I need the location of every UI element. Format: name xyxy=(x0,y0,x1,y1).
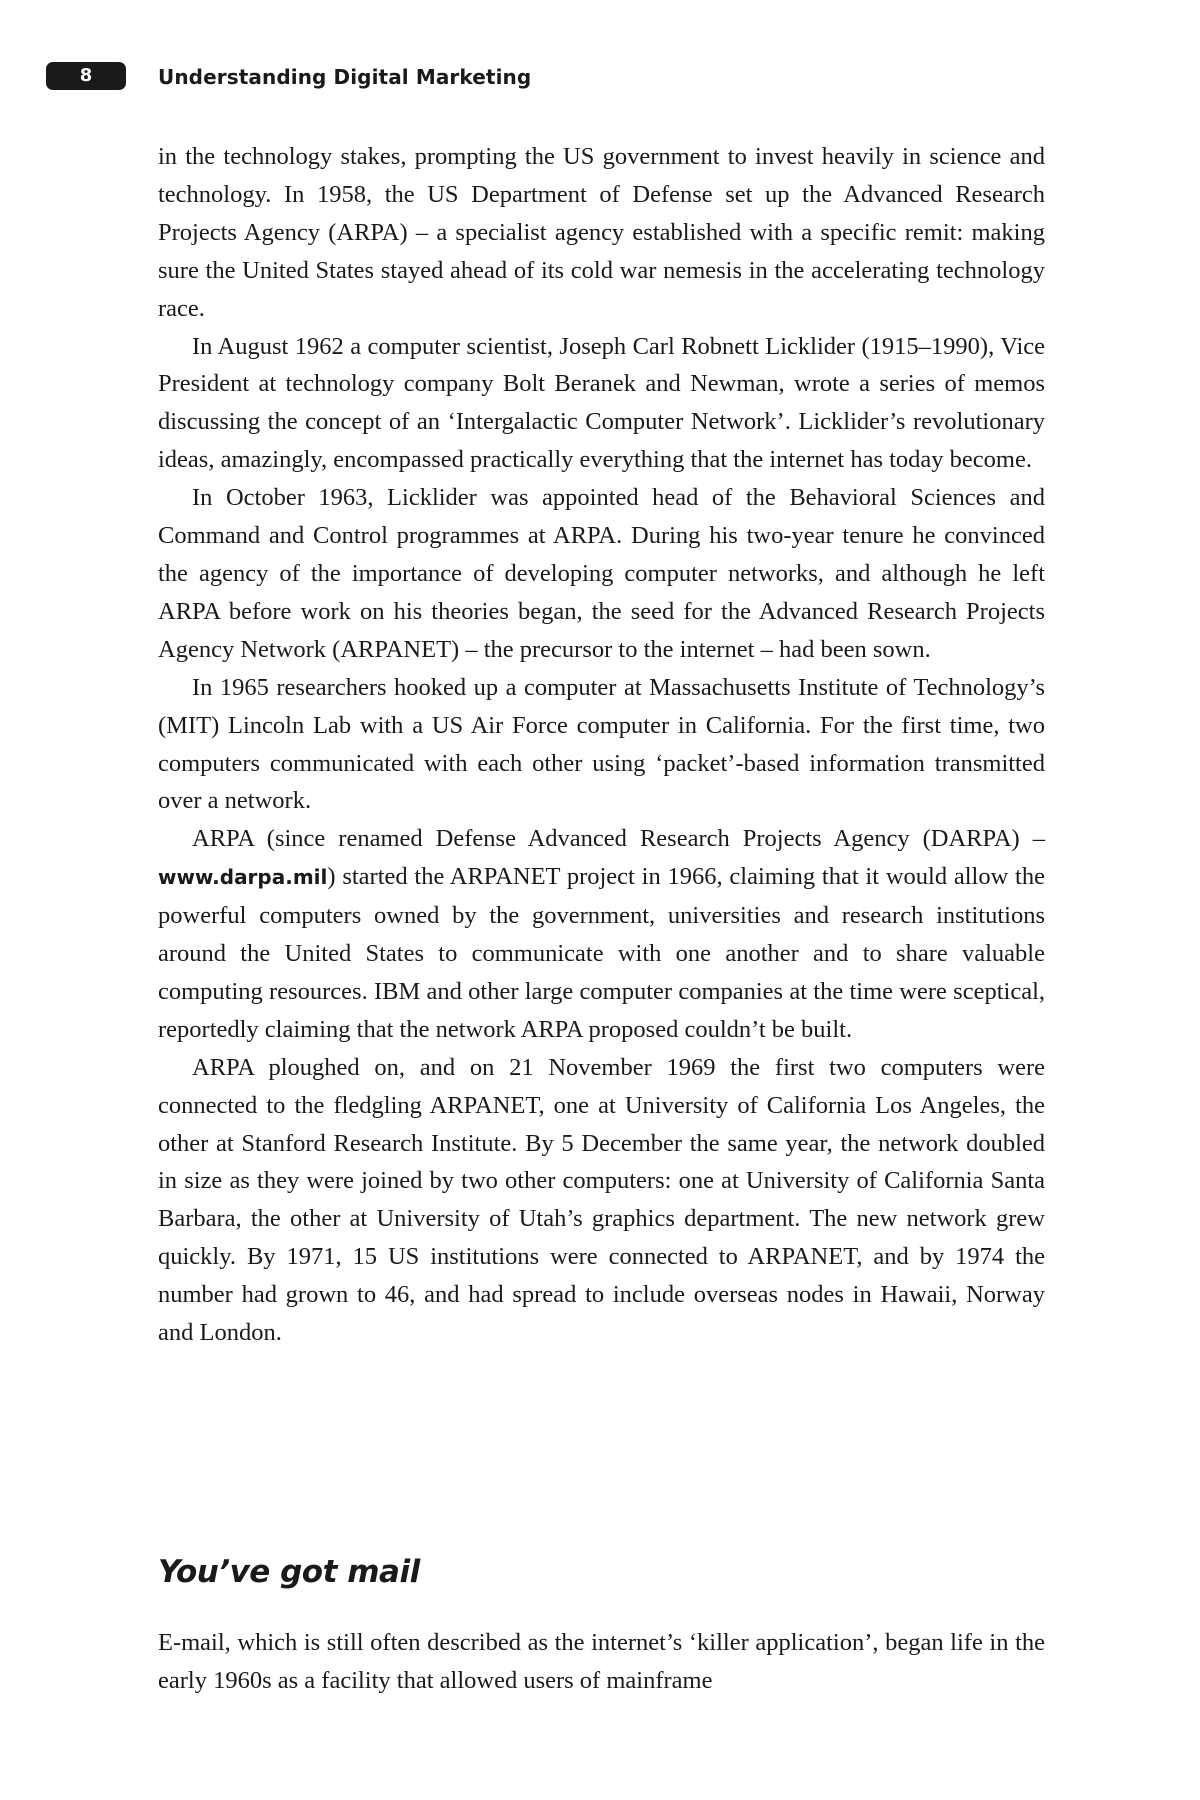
paragraph-4: In 1965 researchers hooked up a computer at Massachusetts Institute of Technology’s (MIT) Lincoln Lab with a US Air Force computer in California. For the first time, two computers communicated with each other using ‘packet’-based information transmitted over a network. xyxy=(158,673,1045,815)
paragraph-6: ARPA ploughed on, and on 21 November 1969 the first two computers were connected to the fledgling ARPANET, one at University of California Los Angeles, the other at Stanford Research Institute. By 5 December the same year, the network doubled in size as they were joined by two other computers: one at University of California Santa Barbara, the other at University of Utah’s graphics department. The new network grew quickly. By 1971, 15 US institutions were connected to ARPANET, and by 1974 the number had grown to 46, and had spread to include overseas nodes in Hawaii, Norway and London. xyxy=(158,1053,1045,1347)
paragraph-5-end: ) started the ARPANET project in 1966, claiming that it would allow the powerful computers owned by the government, universities and research institutions around the United States to communicate with one another and to share valuable computing resources. IBM and other large computer companies at the time were sceptical, reportedly claiming that the network ARPA proposed couldn’t be built. xyxy=(158,863,1045,1043)
paragraph-1: in the technology stakes, prompting the US government to invest heavily in science and technology. In 1958, the US Department of Defense set up the Advanced Research Projects Agency (ARPA) – a specialist agency established with a specific remit: making sure the United States stayed ahead of its cold war nemesis in the accelerating technology race. xyxy=(158,143,1045,322)
section-text xyxy=(158,1624,1045,1700)
paragraph-5 xyxy=(158,820,1045,1048)
paragraph-5-start: ARPA (since renamed Defense Advanced Research Projects Agency (DARPA) – xyxy=(192,825,1045,853)
darpa-url: www.darpa.mil xyxy=(158,865,328,890)
body-text xyxy=(158,138,1045,1352)
section-heading: You’ve got mail xyxy=(158,1554,420,1590)
section-paragraph-1: E-mail, which is still often described as the internet’s ‘killer application’, began life in the early 1960s as a facility that allowed users of mainframe xyxy=(158,1629,1045,1694)
paragraph-3: In October 1963, Licklider was appointed head of the Behavioral Sciences and Command and Control programmes at ARPA. During his two-year tenure he convinced the agency of the importance of developing computer networks, and although he left ARPA before work on his theories began, the seed for the Advanced Research Projects Agency Network (ARPANET) – the precursor to the internet – had been sown. xyxy=(158,484,1045,663)
paragraph-2: In August 1962 a computer scientist, Joseph Carl Robnett Licklider (1915–1990), Vice President at technology company Bolt Beranek and Newman, wrote a series of memos discussing the concept of an ‘Intergalactic Computer Network’. Licklider’s revolutionary ideas, amazingly, encompassed practically everything that the internet has today become. xyxy=(158,332,1045,474)
running-head-title: Understanding Digital Marketing xyxy=(158,65,532,89)
page-number-badge: 8 xyxy=(46,62,126,90)
